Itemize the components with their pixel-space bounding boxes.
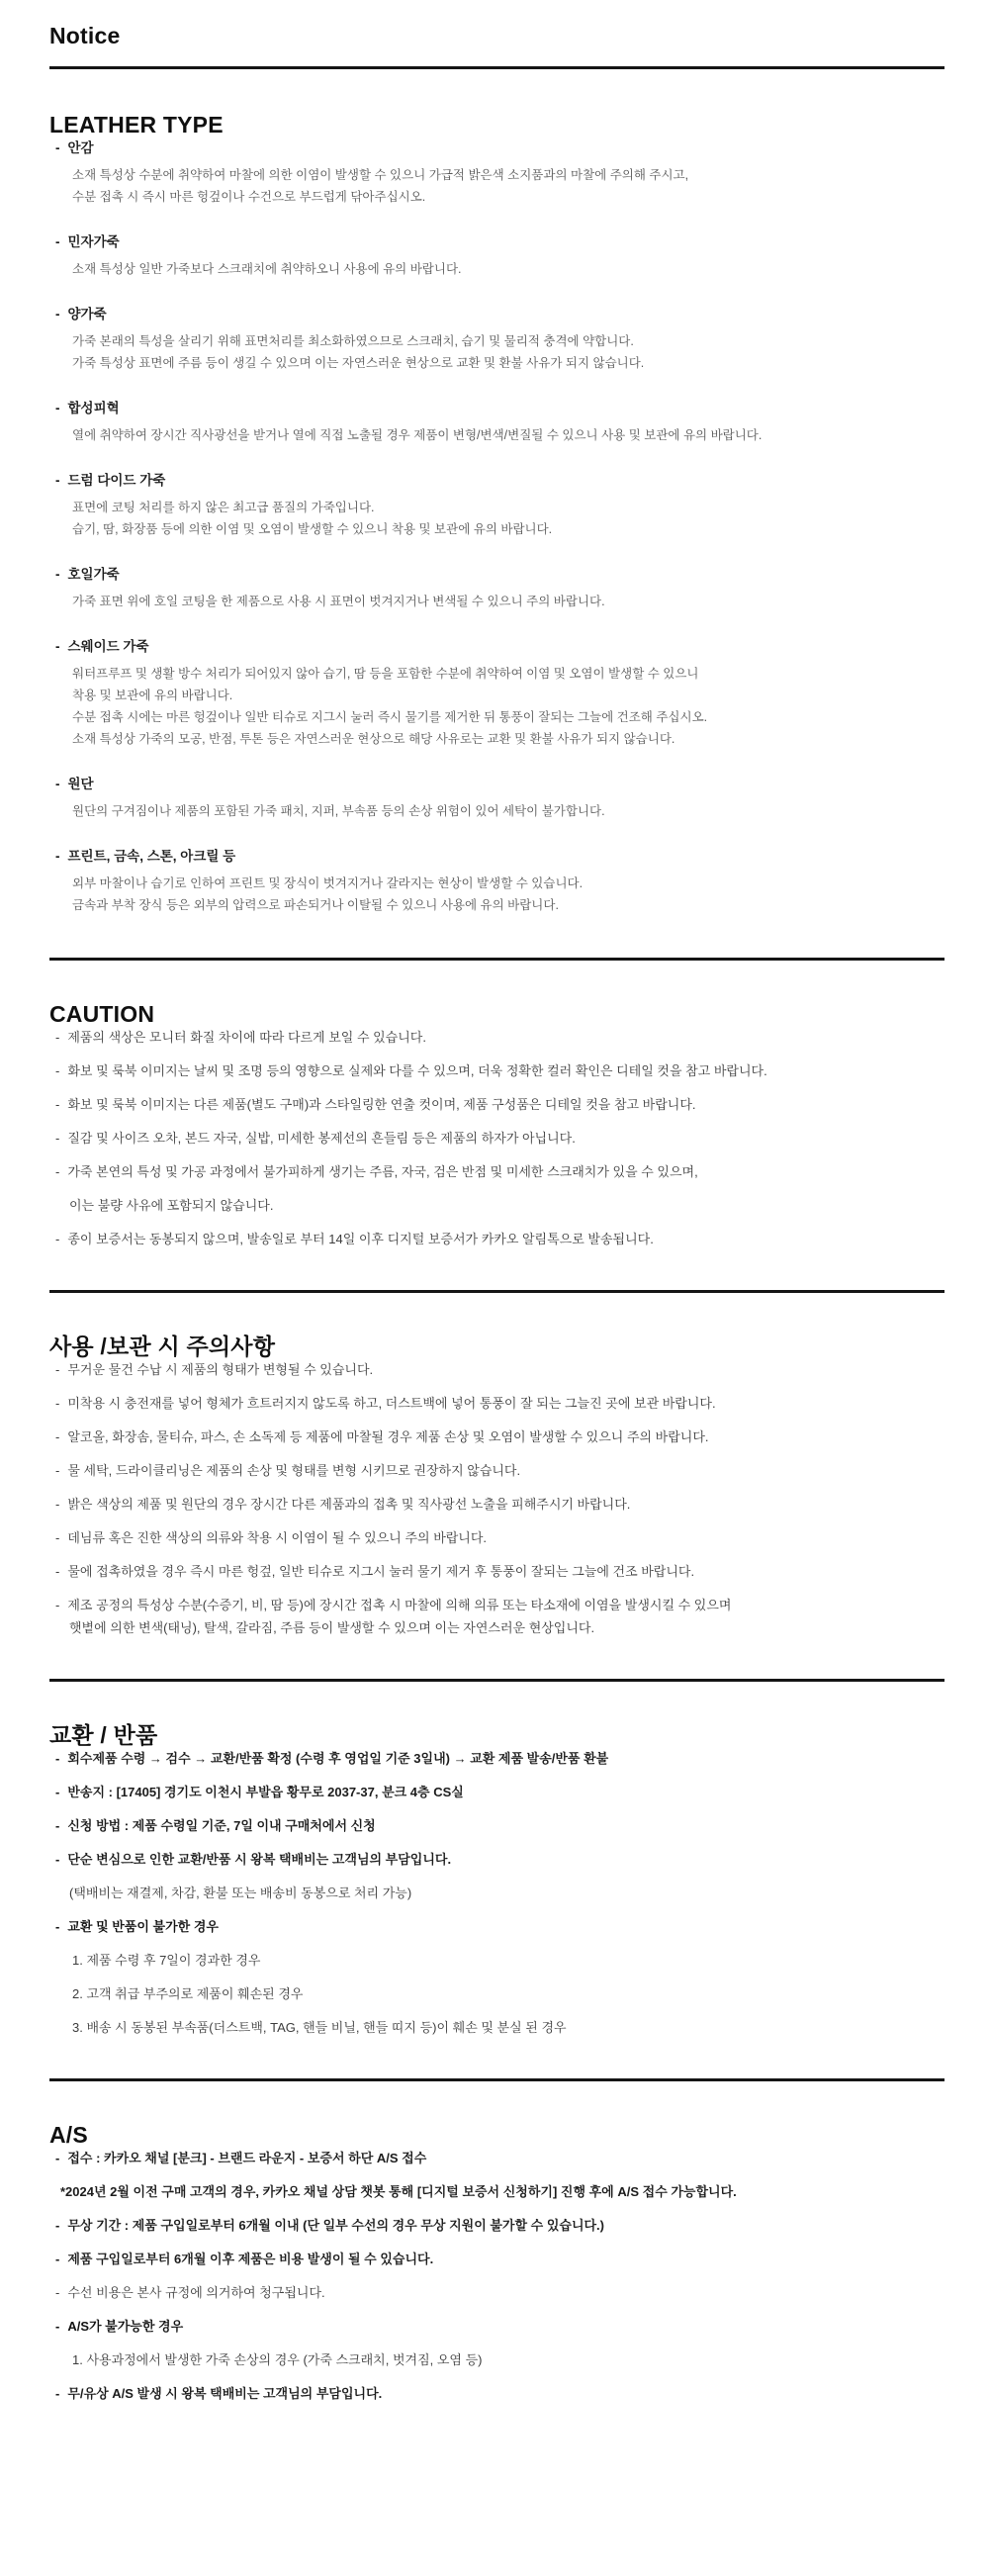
leather-item-line: 열에 취약하여 장시간 직사광선을 받거나 열에 직접 노출될 경우 제품이 변형/변색/변질될 수 있으니 사용 및 보관에 유의 바랍니다.: [72, 428, 763, 442]
as-item-not-possible-header: - A/S가 불가능한 경우: [55, 2317, 944, 2336]
leather-item-plain-leather: [55, 232, 944, 280]
as-item-round-trip-fee: - 무/유상 A/S 발생 시 왕복 택배비는 고객님의 부담입니다.: [55, 2384, 944, 2403]
leather-item-line: 소재 특성상 가죽의 모공, 반점, 투톤 등은 자연스러운 현상으로 해당 사유로는 교환 및 환불 사유가 되지 않습니다.: [72, 732, 675, 746]
dash-marker: [55, 1061, 59, 1080]
dash-marker: [55, 565, 60, 584]
leather-item-title: 합성피혁: [67, 401, 120, 415]
dash-marker: [55, 471, 60, 490]
exchange-not-allowed-case: 3. 배송 시 동봉된 부속품(더스트백, TAG, 핸들 비닐, 핸들 띠지 등)이 훼손 및 분실 된 경우: [72, 2020, 567, 2035]
divider: [49, 2078, 944, 2081]
leather-item-line: 수분 접촉 시에는 마른 헝겊이나 일반 티슈로 지그시 눌러 즉시 물기를 제거한 뒤 통풍이 잘되는 그늘에 건조해 주십시오.: [72, 710, 708, 724]
dash-marker: [55, 847, 60, 866]
exchange-item-return-address: - 반송지 : [17405] 경기도 이천시 부발읍 황무로 2037-37, 분크 4층 CS실: [55, 1783, 944, 1801]
exchange-not-allowed-case: 2. 고객 취급 부주의로 제품이 훼손된 경우: [72, 1986, 304, 2001]
caution-item: - 종이 보증서는 동봉되지 않으며, 발송일로 부터 14일 이후 디지털 보증서가 카카오 알림톡으로 발송됩니다.: [55, 1230, 944, 1248]
caution-title: CAUTION: [49, 1001, 155, 1027]
leather-item-title: 스웨이드 가죽: [67, 639, 149, 654]
leather-item-line: 원단의 구겨짐이나 제품의 포함된 가죽 패치, 지퍼, 부속품 등의 손상 위험이 있어 세탁이 불가합니다.: [72, 804, 605, 818]
leather-item-line: 습기, 땀, 화장품 등에 의한 이염 및 오염이 발생할 수 있으니 착용 및 보관에 유의 바랍니다.: [72, 522, 553, 536]
divider: [49, 1679, 944, 1682]
leather-item-line: 소재 특성상 일반 가죽보다 스크래치에 취약하오니 사용에 유의 바랍니다.: [72, 262, 462, 276]
usage-item: - 미착용 시 충전재를 넣어 형체가 흐트러지지 않도록 하고, 더스트백에 넣어 통풍이 잘 되는 그늘진 곳에 보관 바랍니다.: [55, 1394, 944, 1413]
dash-marker: [55, 1028, 59, 1047]
section-usage-storage: [49, 1333, 944, 1637]
dash-marker: [55, 1129, 59, 1148]
leather-item-line: 가죽 본래의 특성을 살리기 위해 표면처리를 최소화하였으므로 스크래치, 습기 및 물리적 충격에 약합니다.: [72, 334, 634, 348]
dash-marker: [55, 637, 60, 656]
dash-marker: [55, 1596, 59, 1614]
exchange-item-process: - 회수제품 수령 → 검수 → 교환/반품 확정 (수령 후 영업일 기준 3일내) → 교환 제품 발송/반품 환불: [55, 1749, 944, 1768]
leather-item-line: 가죽 특성상 표면에 주름 등이 생길 수 있으며 이는 자연스러운 현상으로 교환 및 환불 사유가 되지 않습니다.: [72, 356, 645, 370]
leather-item-line: 표면에 코팅 처리를 하지 않은 최고급 품질의 가죽입니다.: [72, 501, 375, 514]
dash-marker: [55, 1528, 59, 1547]
usage-item: - 물에 접촉하였을 경우 즉시 마른 헝겊, 일반 티슈로 지그시 눌러 물기 제거 후 통풍이 잘되는 그늘에 건조 바랍니다.: [55, 1562, 944, 1581]
leather-item-line: 워터프루프 및 생활 방수 처리가 되어있지 않아 습기, 땀 등을 포함한 수분에 취약하여 이염 및 오염이 발생할 수 있으니: [72, 667, 699, 681]
divider: [49, 66, 944, 69]
leather-item-lining: [55, 138, 944, 208]
section-caution: [49, 1000, 944, 1248]
dash-marker: [55, 1230, 59, 1248]
leather-item-synthetic: [55, 399, 944, 446]
usage-item: - 제조 공정의 특성상 수분(수증기, 비, 땀 등)에 장시간 접촉 시 마찰에 의해 의류 또는 타소재에 이염을 발생시킬 수 있으며: [55, 1596, 944, 1614]
as-not-possible-case: 1. 사용과정에서 발생한 가죽 손상의 경우 (가죽 스크래치, 벗겨짐, 오염 등): [72, 2352, 483, 2367]
dash-marker: [55, 399, 60, 417]
dash-marker: [55, 1917, 59, 1936]
dash-marker: [55, 2283, 59, 2302]
leather-item-suede: [55, 637, 944, 750]
exchange-item-shipping-fee: - 단순 변심으로 인한 교환/반품 시 왕복 택배비는 고객님의 부담입니다.: [55, 1850, 944, 1869]
leather-item-line: 외부 마찰이나 습기로 인하여 프린트 및 장식이 벗겨지거나 갈라지는 현상이 발생할 수 있습니다.: [72, 876, 584, 890]
exchange-not-allowed-case: 1. 제품 수령 후 7일이 경과한 경우: [72, 1953, 261, 1968]
dash-marker: [55, 775, 60, 793]
divider: [49, 1290, 944, 1293]
leather-item-sheepskin: [55, 305, 944, 374]
as-item-reception: - 접수 : 카카오 채널 [분크] - 브랜드 라운지 - 보증서 하단 A/S 접수: [55, 2149, 944, 2167]
leather-item-title: 양가죽: [67, 307, 107, 322]
caution-item: - 가죽 본연의 특성 및 가공 과정에서 불가피하게 생기는 주름, 자국, 검은 반점 및 미세한 스크래치가 있을 수 있으며,: [55, 1162, 944, 1181]
usage-title: 사용 /보관 시 주의사항: [49, 1334, 276, 1359]
usage-item-continuation: 햇볕에 의한 변색(태닝), 탈색, 갈라짐, 주름 등이 발생할 수 있으며 이는 자연스러운 현상입니다.: [69, 1620, 595, 1635]
leather-item-title: 프린트, 금속, 스톤, 아크릴 등: [67, 849, 236, 864]
as-item-free-period: - 무상 기간 : 제품 구입일로부터 6개월 이내 (단 일부 수선의 경우 무상 지원이 불가할 수 있습니다.): [55, 2216, 944, 2235]
exchange-title: 교환 / 반품: [49, 1722, 158, 1748]
dash-marker: [55, 2317, 59, 2336]
dash-marker: [55, 1360, 59, 1379]
leather-item-drum-dyed: [55, 471, 944, 540]
leather-type-title: LEATHER TYPE: [49, 112, 224, 138]
section-after-service: [49, 2121, 944, 2403]
section-leather-type: [49, 111, 944, 916]
usage-item: - 데님류 혹은 진한 색상의 의류와 착용 시 이염이 될 수 있으니 주의 바랍니다.: [55, 1528, 944, 1547]
caution-item: - 제품의 색상은 모니터 화질 차이에 따라 다르게 보일 수 있습니다.: [55, 1028, 944, 1047]
leather-item-line: 가죽 표면 위에 호일 코팅을 한 제품으로 사용 시 표면이 벗겨지거나 변색될 수 있으니 주의 바랍니다.: [72, 595, 605, 608]
leather-item-line: 금속과 부착 장식 등은 외부의 압력으로 파손되거나 이탈될 수 있으니 사용에 유의 바랍니다.: [72, 898, 559, 912]
dash-marker: [55, 2384, 59, 2403]
dash-marker: [55, 1394, 59, 1413]
as-item-after-6-months: - 제품 구입일로부터 6개월 이후 제품은 비용 발생이 될 수 있습니다.: [55, 2250, 944, 2268]
exchange-item-how-to-apply: - 신청 방법 : 제품 수령일 기준, 7일 이내 구매처에서 신청: [55, 1816, 944, 1835]
divider: [49, 958, 944, 961]
caution-item: - 화보 및 룩북 이미지는 날씨 및 조명 등의 영향으로 실제와 다를 수 있으며, 더욱 정확한 컬러 확인은 디테일 컷을 참고 바랍니다.: [55, 1061, 944, 1080]
as-item-2024-note: *2024년 2월 이전 구매 고객의 경우, 카카오 채널 상담 챗봇 통해 [디지털 보증서 신청하기] 진행 후에 A/S 접수 가능합니다.: [60, 2184, 737, 2199]
leather-item-line: 수분 접촉 시 즉시 마른 헝겊이나 수건으로 부드럽게 닦아주십시오.: [72, 190, 426, 204]
dash-marker: [55, 1162, 59, 1181]
caution-item: - 질감 및 사이즈 오차, 본드 자국, 실밥, 미세한 봉제선의 흔들림 등은 제품의 하자가 아닙니다.: [55, 1129, 944, 1148]
leather-item-line: 소재 특성상 수분에 취약하여 마찰에 의한 이염이 발생할 수 있으니 가급적 밝은색 소지품과의 마찰에 주의해 주시고,: [72, 168, 689, 182]
dash-marker: [55, 1816, 59, 1835]
usage-item: - 알코올, 화장솜, 물티슈, 파스, 손 소독제 등 제품에 마찰될 경우 제품 손상 및 오염이 발생할 수 있으니 주의 바랍니다.: [55, 1427, 944, 1446]
dash-marker: [55, 2216, 59, 2235]
dash-marker: [55, 138, 60, 157]
dash-marker: [55, 1562, 59, 1581]
leather-item-fabric: [55, 775, 944, 822]
leather-item-foil: [55, 565, 944, 612]
usage-item: - 물 세탁, 드라이클리닝은 제품의 손상 및 형태를 변형 시키므로 권장하지 않습니다.: [55, 1461, 944, 1480]
caution-item: - 화보 및 룩북 이미지는 다른 제품(별도 구매)과 스타일링한 연출 컷이며, 제품 구성품은 디테일 컷을 참고 바랍니다.: [55, 1095, 944, 1114]
dash-marker: [55, 1461, 59, 1480]
dash-marker: [55, 2250, 59, 2268]
exchange-item-not-allowed-header: - 교환 및 반품이 불가한 경우: [55, 1917, 944, 1936]
usage-item: - 밝은 색상의 제품 및 원단의 경우 장시간 다른 제품과의 접촉 및 직사광선 노출을 피해주시기 바랍니다.: [55, 1495, 944, 1514]
leather-item-title: 드럼 다이드 가죽: [67, 473, 166, 488]
as-item-repair-cost: - 수선 비용은 본사 규정에 의거하여 청구됩니다.: [55, 2283, 944, 2302]
leather-item-title: 호일가죽: [67, 567, 120, 582]
leather-item-title: 민자가죽: [67, 234, 120, 249]
leather-item-line: 착용 및 보관에 유의 바랍니다.: [72, 689, 233, 702]
after-service-title: A/S: [49, 2122, 88, 2148]
page-title: Notice: [49, 23, 121, 48]
leather-item-print-metal: [55, 847, 944, 916]
dash-marker: [55, 305, 60, 323]
dash-marker: [55, 1749, 59, 1768]
dash-marker: [55, 2149, 59, 2167]
dash-marker: [55, 1095, 59, 1114]
leather-item-title: 원단: [67, 777, 94, 791]
section-exchange-return: [49, 1721, 944, 2037]
dash-marker: [55, 1850, 59, 1869]
usage-item: - 무거운 물건 수납 시 제품의 형태가 변형될 수 있습니다.: [55, 1360, 944, 1379]
dash-marker: [55, 1783, 59, 1801]
caution-item-continuation: 이는 불량 사유에 포함되지 않습니다.: [69, 1198, 274, 1213]
dash-marker: [55, 1495, 59, 1514]
exchange-item-fee-note: (택배비는 재결제, 차감, 환불 또는 배송비 동봉으로 처리 가능): [69, 1886, 412, 1900]
leather-item-title: 안감: [67, 140, 94, 155]
dash-marker: [55, 232, 60, 251]
dash-marker: [55, 1427, 59, 1446]
